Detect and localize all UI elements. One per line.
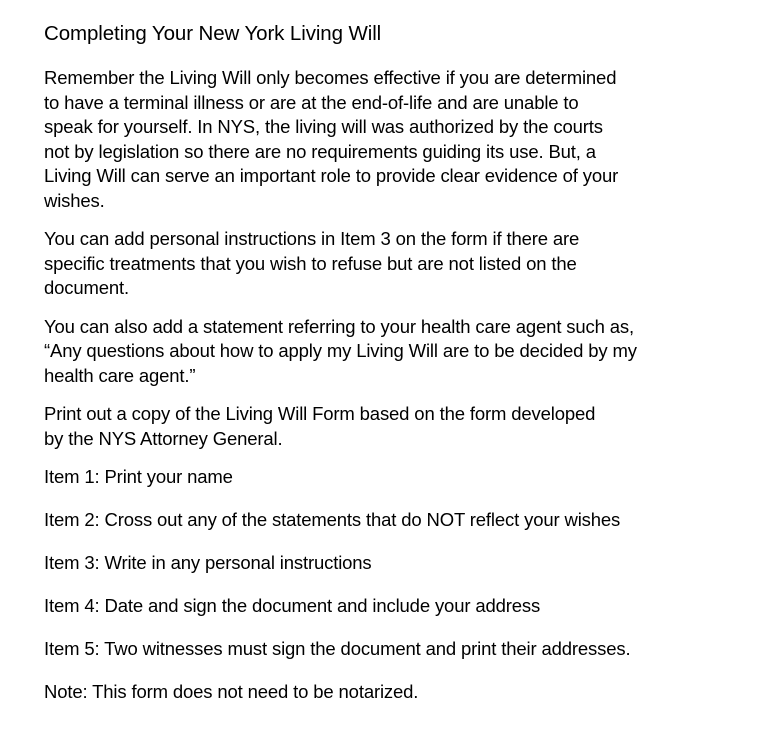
paragraph-personal-instructions [44, 227, 728, 301]
paragraph-line: speak for yourself. In NYS, the living will was authorized by the courts [44, 116, 603, 137]
paragraph-line: not by legislation so there are no requirements guiding its use. But, a [44, 140, 596, 162]
paragraph-effectiveness [44, 66, 728, 213]
paragraph-line: Print out a copy of the Living Will Form based on the form developed [44, 403, 596, 424]
item-3: Item 3: Write in any personal instructions [44, 552, 372, 573]
paragraph-line: “Any questions about how to apply my Living Will are to be decided by my [44, 340, 637, 361]
item-1: Item 1: Print your name [44, 466, 233, 487]
paragraph-line: health care agent.” [44, 364, 196, 386]
note-text: Note: This form does not need to be notarized. [44, 681, 419, 702]
paragraph-line: Living Will can serve an important role to provide clear evidence of your [44, 165, 619, 186]
paragraph-line: You can also add a statement referring to your health care agent such as, [44, 315, 634, 337]
paragraph-line: specific treatments that you wish to refuse but are not listed on the [44, 252, 577, 274]
item-5: Item 5: Two witnesses must sign the document and print their addresses. [44, 638, 631, 659]
paragraph-line: document. [44, 277, 130, 298]
item-4: Item 4: Date and sign the document and include your address [44, 595, 541, 616]
paragraph-print-form [44, 402, 728, 451]
paragraph-line: wishes. [44, 189, 105, 211]
paragraph-line: by the NYS Attorney General. [44, 427, 283, 449]
paragraph-line: Remember the Living Will only becomes effective if you are determined [44, 67, 617, 88]
paragraph-line: to have a terminal illness or are at the end-of-life and are unable to [44, 91, 579, 113]
paragraph-line: You can add personal instructions in Item 3 on the form if there are [44, 228, 580, 249]
document-title: Completing Your New York Living Will [44, 22, 382, 45]
paragraph-health-care-agent [44, 315, 728, 389]
item-2: Item 2: Cross out any of the statements that do NOT reflect your wishes [44, 509, 621, 530]
